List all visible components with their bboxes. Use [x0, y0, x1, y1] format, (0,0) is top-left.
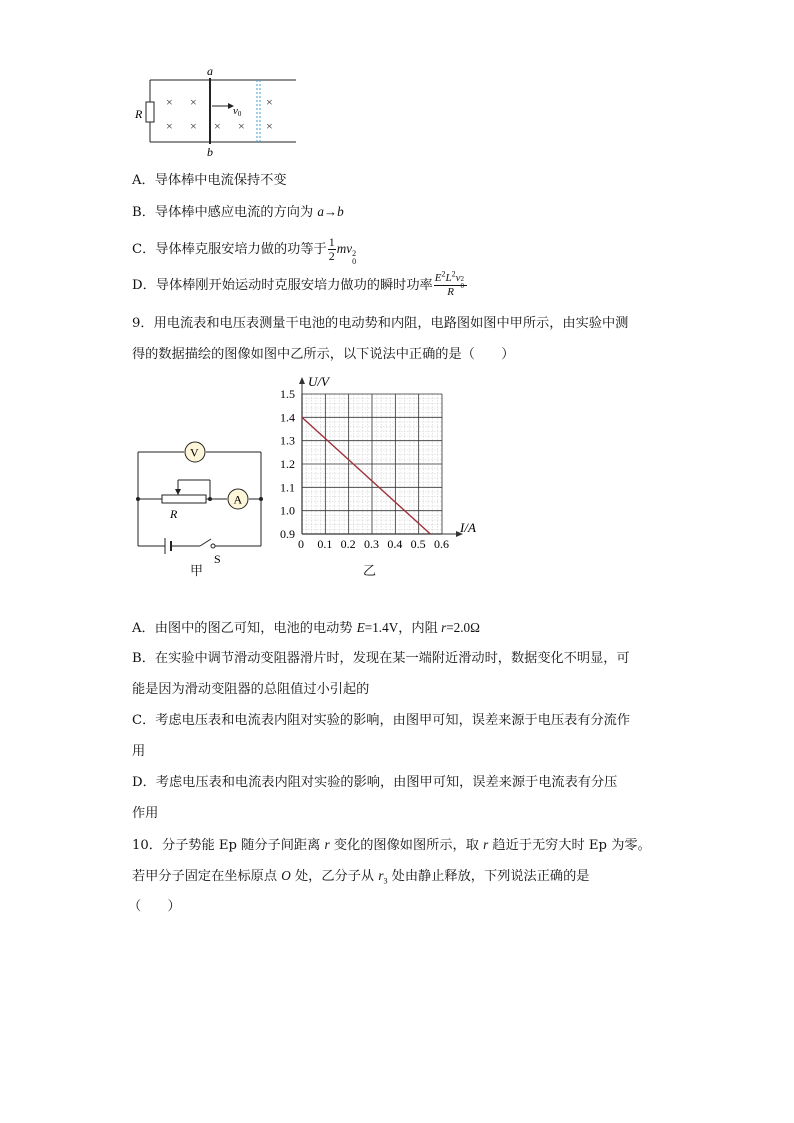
q9-option-c-line-2: 用	[132, 744, 146, 759]
q10-line-2-post: 处由静止释放，下列说法正确的是	[387, 869, 590, 884]
q9-option-d-line-1: D．考虑电压表和电流表内阻对实验的影响，由图甲可知，误差来源于电流表有分压	[132, 775, 618, 790]
rail-rod-figure	[128, 64, 308, 158]
y-tick-label: 1.1	[280, 480, 295, 495]
rod-label-b: b	[207, 145, 213, 158]
q9-stem-line-2: 得的数据描绘的图像如图中乙所示，以下说法中正确的是（ ）	[132, 347, 515, 362]
q8-option-d	[132, 268, 468, 304]
q9-option-a-post: =2.0Ω	[446, 620, 480, 635]
x-tick-label: 0.1	[317, 537, 333, 550]
q8-option-c	[132, 234, 358, 265]
q8-option-c-expr: mv	[336, 241, 353, 256]
q8-option-a: A．导体棒中电流保持不变	[132, 173, 287, 188]
q10-line-1	[132, 836, 651, 855]
x-tick-label: 0.5	[410, 537, 426, 550]
junction-dot	[136, 497, 140, 501]
y-tick-label: 1.0	[280, 503, 295, 518]
rheostat	[162, 495, 206, 503]
switch-label: S	[214, 552, 221, 566]
q10-line-1-r: r	[324, 837, 330, 852]
power-numerator: $E^2L^2v$ 2 0	[434, 272, 468, 286]
chart-series	[302, 417, 430, 534]
q10-line-1-mid: 变化的图像如图所示，取	[329, 838, 484, 853]
field-cross: ×	[214, 119, 221, 133]
y-tick-label: 1.5	[280, 387, 295, 401]
field-cross: ×	[266, 95, 273, 109]
x-axis-label: I/A	[460, 520, 476, 535]
field-cross: ×	[166, 95, 173, 109]
u-i-line	[302, 417, 430, 534]
y-tick-label: 1.3	[280, 433, 295, 448]
switch-contact	[211, 544, 215, 548]
circuit-caption: 甲	[190, 564, 204, 579]
q8-option-c-sub: 0	[352, 257, 357, 266]
q9-option-d-line-2: 作用	[132, 806, 159, 821]
fraction-denominator: 2	[328, 249, 335, 263]
q10-line-1-pre: 10．分子势能 Ep 随分子间距离	[132, 838, 325, 853]
q9-option-a-mid: =1.4V，内阻	[364, 620, 442, 635]
field-cross: ×	[190, 119, 197, 133]
resistor-label: R	[135, 107, 143, 121]
q10-answer-blank: （ ）	[128, 899, 181, 914]
q10-line-1-post: 趋近于无穷大时 Ep 为零。	[488, 838, 651, 853]
q10-line-2-o: O	[281, 868, 291, 883]
fraction-one-half	[328, 236, 336, 263]
slider-arrowhead	[175, 489, 181, 495]
power-fraction	[434, 269, 468, 299]
resistor-R	[146, 102, 154, 122]
y-tick-label: 1.4	[280, 410, 295, 425]
rheostat-label: R	[170, 507, 178, 521]
q9-stem-line-1: 9．用电流表和电压表测量干电池的电动势和内阻，电路图如图中甲所示，由实验中测	[132, 316, 629, 331]
q10-line-2	[132, 867, 589, 886]
q8-option-d-text: D．导体棒刚开始运动时克服安培力做功的瞬时功率	[132, 278, 433, 293]
graph-caption: 乙	[363, 564, 377, 579]
voltmeter-label: V	[190, 445, 199, 460]
y-axis-label: U/V	[308, 374, 329, 389]
q9-option-b-line-1: B．在实验中调节滑动变阻器滑片时，发现在某一端附近滑动时，数据变化不明显，可	[132, 651, 630, 666]
x-tick-label: 0.3	[364, 537, 379, 550]
q9-option-b-line-2: 能是因为滑动变阻器的总阻值过小引起的	[132, 682, 370, 697]
q9-option-a	[132, 619, 480, 638]
q10-line-2-r3-sub: 3	[383, 876, 388, 886]
q10-line-1-r2: r	[483, 837, 489, 852]
field-cross: ×	[190, 95, 197, 109]
q9-option-c-line-1: C．考虑电压表和电流表内阻对实验的影响，由图甲可知，误差来源于电压表有分流作	[132, 713, 631, 728]
field-cross: ×	[166, 119, 173, 133]
rod-label-a: a	[207, 64, 213, 78]
q8-option-c-text: C．导体棒克服安培力做的功等于	[132, 242, 327, 257]
q10-line-2-r3: r	[378, 868, 384, 883]
q9-option-a-e: E	[356, 620, 365, 635]
x-tick-label: 0.4	[387, 537, 403, 550]
u-i-chart	[276, 370, 490, 550]
x-tick-label: 0	[298, 537, 304, 550]
q10-line-2-mid: 处，乙分子从	[290, 869, 379, 884]
switch-blade	[200, 539, 211, 546]
y-tick-label: 1.2	[280, 457, 295, 471]
q9-option-a-r: r	[441, 620, 447, 635]
q10-line-2-pre: 若甲分子固定在坐标原点	[132, 869, 282, 884]
junction-dot	[208, 497, 212, 501]
velocity-label: v0	[233, 105, 242, 118]
power-denominator: R	[447, 286, 454, 298]
q8-option-c-sup: 2	[352, 249, 357, 258]
junction-dot	[259, 497, 263, 501]
chart-grid	[299, 377, 463, 537]
q8-option-b	[132, 203, 344, 222]
y-axis-arrowhead	[299, 377, 305, 384]
y-tick-label: 0.9	[280, 527, 295, 541]
x-tick-label: 0.2	[340, 537, 356, 550]
fraction-numerator: 1	[328, 235, 335, 249]
q9-option-a-pre: A．由图中的图乙可知，电池的电动势	[132, 621, 357, 636]
ammeter-label: A	[233, 492, 243, 507]
circuit-diagram	[134, 438, 266, 578]
q8-option-b-expr: a→b	[317, 204, 344, 219]
q8-option-b-text: B．导体棒中感应电流的方向为	[132, 205, 318, 220]
field-cross: ×	[238, 119, 245, 133]
field-cross: ×	[266, 119, 273, 133]
x-tick-label: 0.6	[434, 537, 449, 550]
